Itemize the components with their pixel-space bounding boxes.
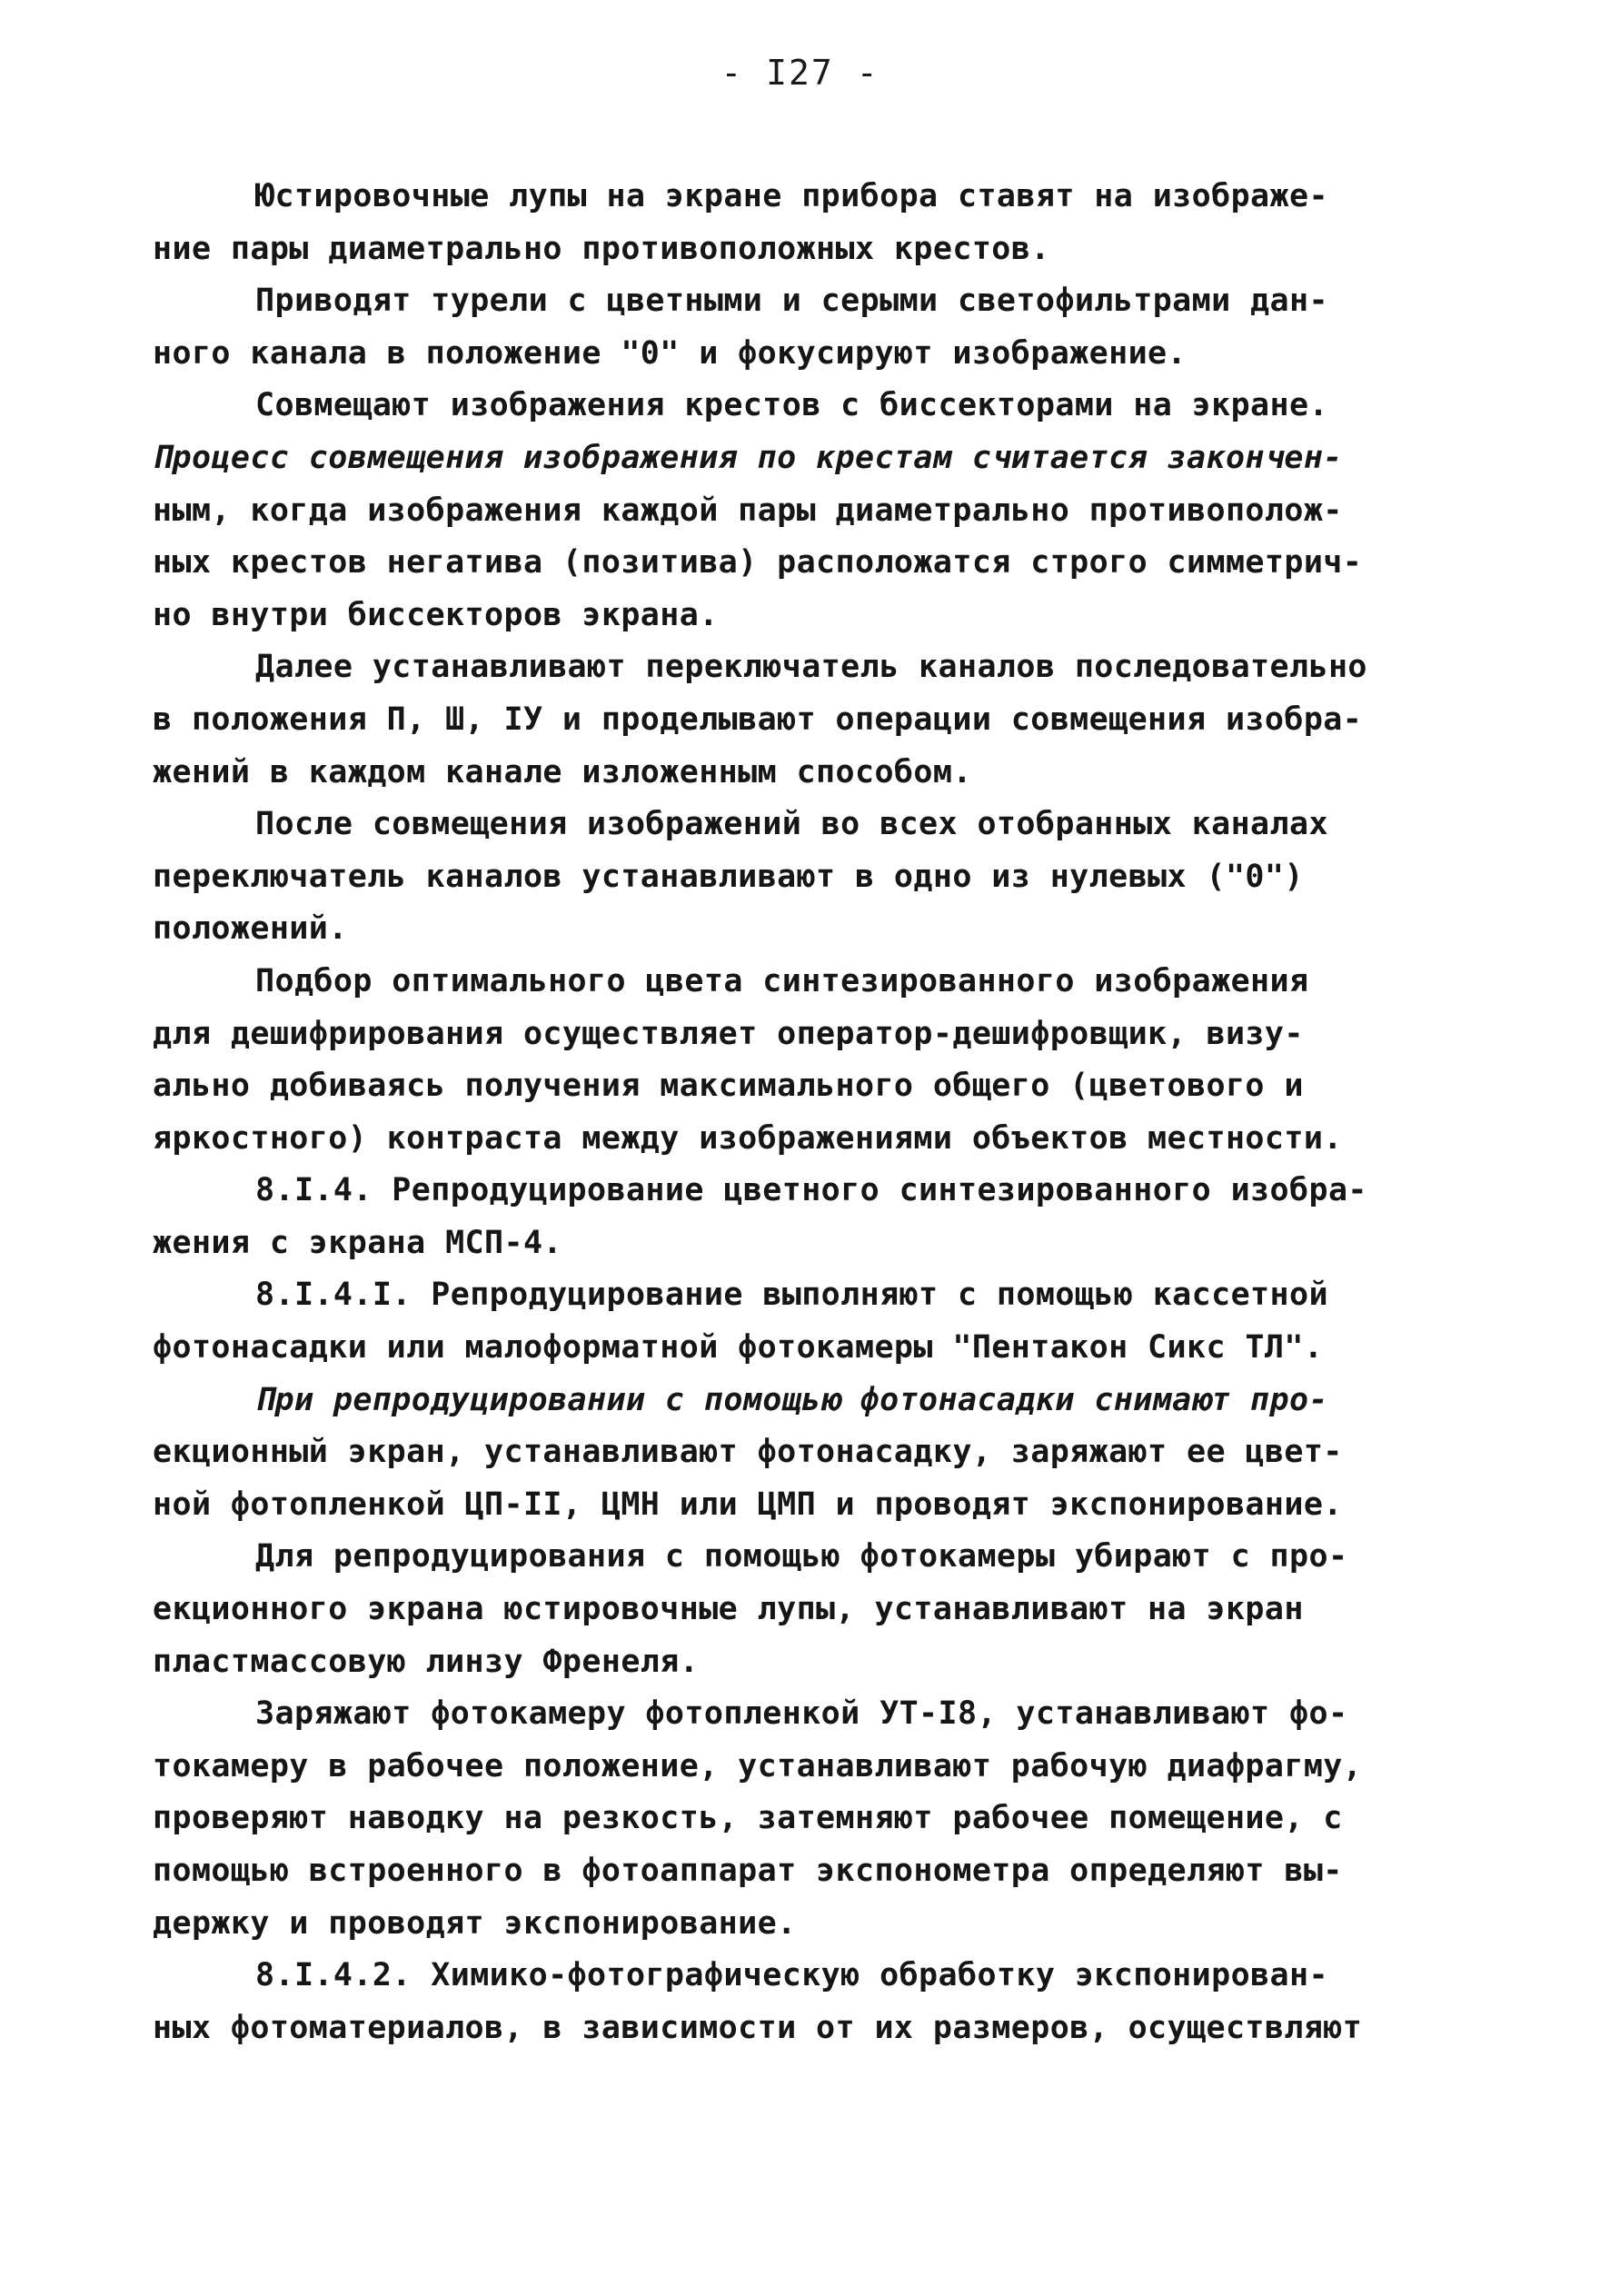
text-line: При репродуцировании с помощью фотонасадки снимают про-	[255, 1381, 1328, 1418]
text-line: яркостного) контраста между изображениями объектов местности.	[153, 1119, 1343, 1157]
text-line: ным, когда изображения каждой пары диаметрально противополож-	[153, 492, 1343, 529]
text-line: Для репродуцирования с помощью фотокамеры убирают с про-	[255, 1538, 1348, 1575]
text-line: в положения П, Ш, IУ и проделывают операции совмещения изобра-	[153, 701, 1363, 738]
text-line: екционный экран, устанавливают фотонасадку, заряжают ее цвет-	[153, 1434, 1343, 1471]
text-line: проверяют наводку на резкость, затемняют рабочее помещение, с	[153, 1800, 1343, 1837]
text-line: Приводят турели с цветными и серыми светофильтрами дан-	[255, 283, 1328, 320]
text-line: пластмассовую линзу Френеля.	[153, 1643, 700, 1680]
text-line: переключатель каналов устанавливают в одно из нулевых ("0")	[153, 858, 1304, 895]
text-line: Совмещают изображения крестов с биссекторами на экране.	[255, 387, 1328, 424]
text-line: Юстировочные лупы на экране прибора ставят на изображе-	[255, 178, 1328, 214]
text-line: ных фотоматериалов, в зависимости от их размеров, осуществляют	[153, 2009, 1363, 2046]
text-line: для дешифрирования осуществляет оператор-дешифровщик, визу-	[153, 1015, 1304, 1052]
text-line: токамеру в рабочее положение, устанавливают рабочую диафрагму,	[153, 1747, 1363, 1784]
text-line: ной фотопленкой ЦП-II, ЦМН или ЦМП и проводят экспонирование.	[153, 1486, 1343, 1523]
text-line: ально добиваясь получения максимального общего (цветового и	[153, 1068, 1304, 1105]
text-line: жений в каждом канале изложенным способом.	[153, 753, 972, 790]
text-line: После совмещения изображений во всех отобранных каналах	[255, 806, 1328, 843]
page-number: - I27 -	[720, 53, 880, 93]
text-line: Подбор оптимального цвета синтезированного изображения	[255, 962, 1309, 999]
text-line: ных крестов негатива (позитива) расположатся строго симметрич-	[153, 544, 1363, 581]
text-line: екционного экрана юстировочные лупы, устанавливают на экран	[153, 1591, 1304, 1628]
text-line: Процесс совмещения изображения по крестам считается закончен-	[153, 439, 1343, 476]
text-line: 8.I.4.I. Репродуцирование выполняют с помощью кассетной	[255, 1277, 1328, 1314]
text-line: 8.I.4. Репродуцирование цветного синтезированного изобра-	[255, 1172, 1367, 1209]
text-line: жения с экрана МСП-4.	[153, 1224, 562, 1261]
body-text	[153, 171, 1443, 2054]
text-line: ние пары диаметрально противоположных крестов.	[153, 230, 1050, 267]
text-line: фотонасадки или малоформатной фотокамеры "Пентакон Сикс ТЛ".	[153, 1329, 1324, 1367]
text-line: положений.	[153, 910, 348, 948]
text-line: но внутри биссекторов экрана.	[153, 596, 719, 633]
text-line: 8.I.4.2. Химико-фотографическую обработку экспонирован-	[255, 1957, 1328, 1994]
text-line: помощью встроенного в фотоаппарат экспонометра определяют вы-	[153, 1853, 1343, 1889]
text-line: Заряжают фотокамеру фотопленкой УТ-I8, устанавливают фо-	[255, 1695, 1348, 1733]
text-line: Далее устанавливают переключатель каналов последовательно	[255, 649, 1367, 686]
text-line: ного канала в положение "0" и фокусируют изображение.	[153, 334, 1188, 372]
text-line: держку и проводят экспонирование.	[153, 1904, 797, 1942]
